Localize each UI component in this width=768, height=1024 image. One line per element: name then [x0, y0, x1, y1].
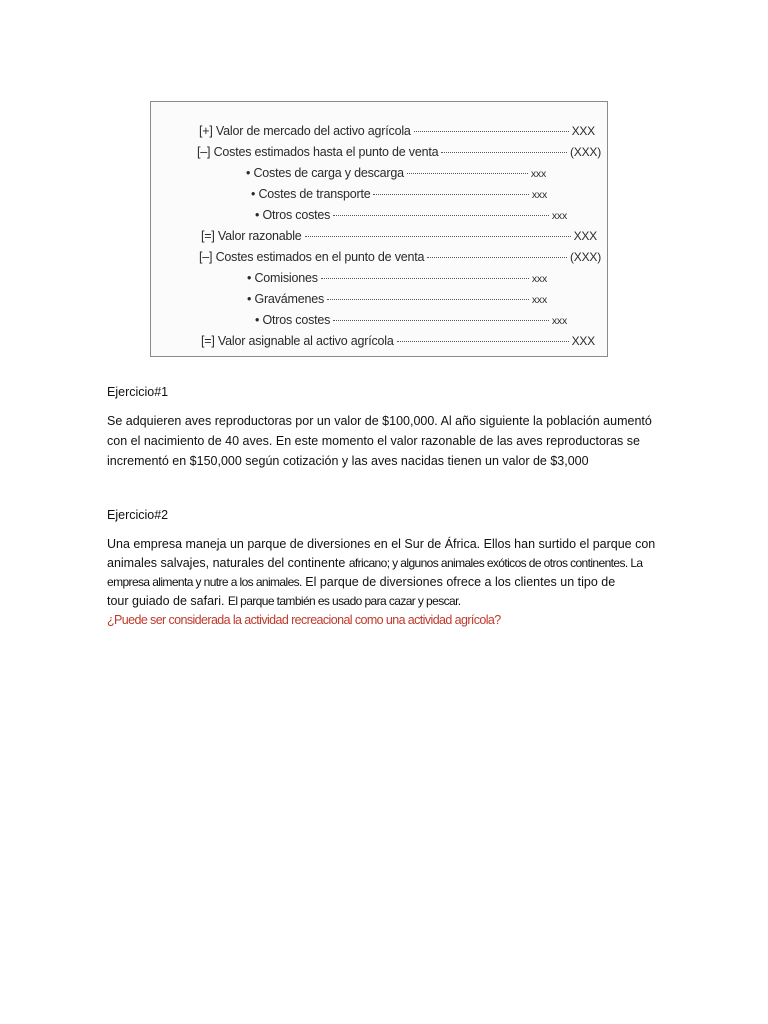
figure-line-costs-at-sale: [–] Costes estimados en el punto de venta (XXX)	[199, 250, 601, 264]
figure-line-fair-value: [=] Valor razonable XXX	[201, 229, 597, 243]
figure-line-commissions: • Comisiones xxx	[247, 271, 547, 285]
figure-line-levies: • Gravámenes xxx	[247, 292, 547, 306]
exercise-1-line: incrementó en $150,000 según cotización y las aves nacidas tienen un valor de $3,000	[107, 454, 589, 468]
exercise-2-body	[107, 535, 687, 630]
figure-line-other-costs-2: • Otros costes xxx	[255, 313, 567, 327]
figure-line-assignable-value: [=] Valor asignable al activo agrícola XXX	[201, 334, 595, 348]
figure-line-loading-costs: • Costes de carga y descarga xxx	[246, 166, 546, 180]
figure-line-costs-until-sale: [–] Costes estimados hasta el punto de venta (XXX)	[197, 145, 601, 159]
exercise-1-line: con el nacimiento de 40 aves. En este momento el valor razonable de las aves reproductoras se	[107, 434, 640, 448]
exercise-2-heading: Ejercicio#2	[107, 508, 169, 522]
scanned-figure	[150, 101, 608, 357]
exercise-2-question: ¿Puede ser considerada la actividad recreacional como una actividad agrícola?	[107, 613, 501, 627]
exercise-1-line: Se adquieren aves reproductoras por un valor de $100,000. Al año siguiente la población aumentó	[107, 414, 652, 428]
figure-line-transport-costs: • Costes de transporte xxx	[251, 187, 547, 201]
exercise-2-line: animales salvajes, naturales del continente africano; y algunos animales exóticos de otros continentes. La	[107, 556, 643, 570]
exercise-1-body	[107, 411, 687, 471]
exercise-2-line: empresa alimenta y nutre a los animales. El parque de diversiones ofrece a los clientes un tipo de	[107, 575, 616, 589]
exercise-2-line: tour guiado de safari. El parque también es usado para cazar y pescar.	[107, 594, 461, 608]
exercise-2-line: Una empresa maneja un parque de diversiones en el Sur de África. Ellos han surtido el parque con	[107, 537, 656, 551]
exercise-1-heading: Ejercicio#1	[107, 385, 169, 399]
figure-line-market-value: [+] Valor de mercado del activo agrícola XXX	[199, 124, 595, 138]
figure-line-other-costs-1: • Otros costes xxx	[255, 208, 567, 222]
